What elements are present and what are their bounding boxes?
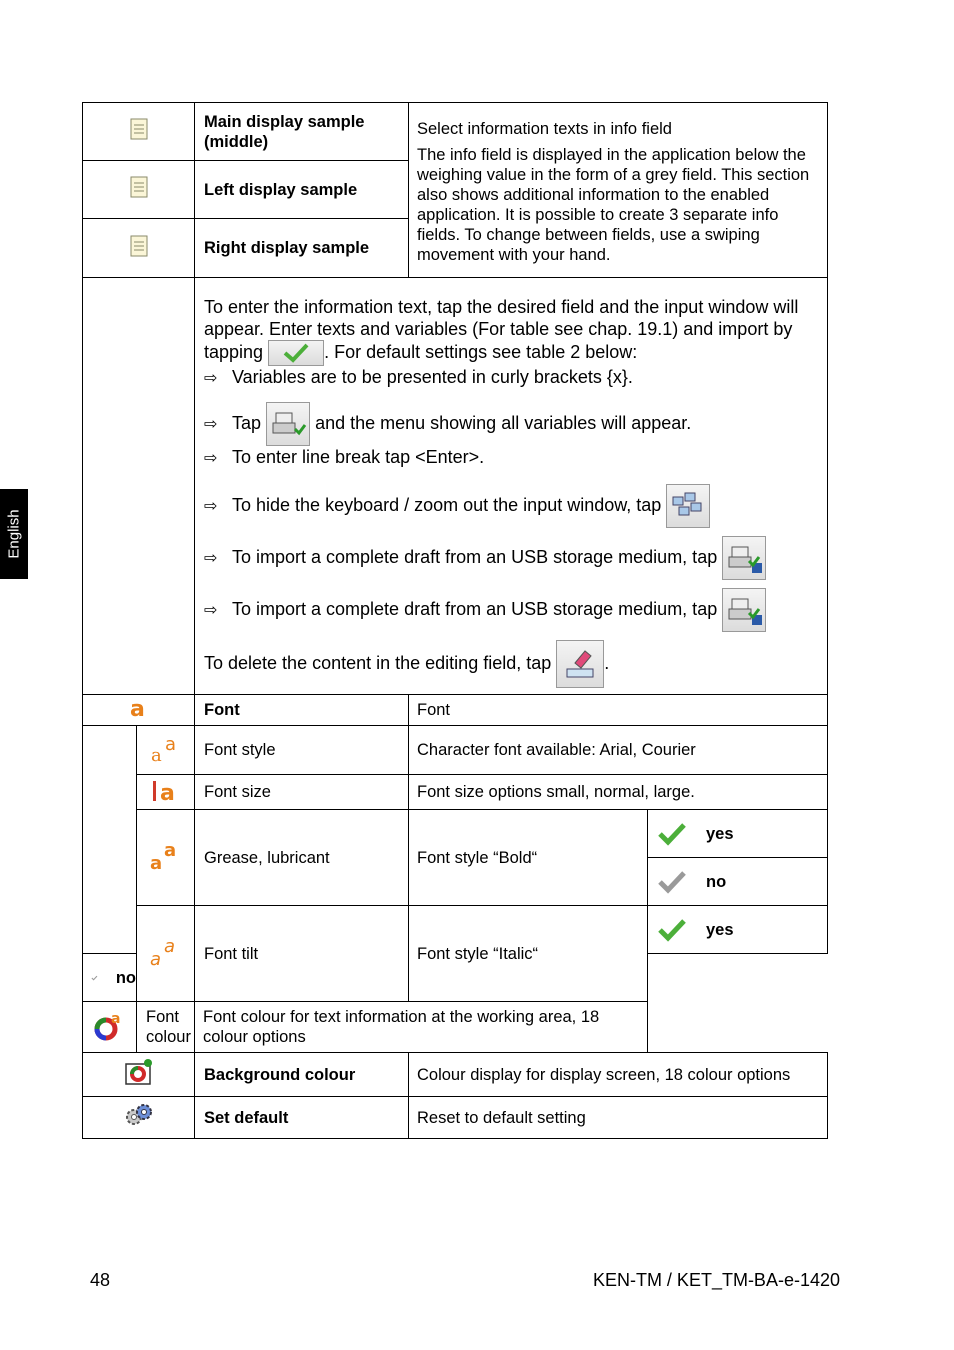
instruction-block — [195, 278, 828, 695]
bullet-tap-pre: Tap — [232, 412, 262, 433]
italic-icon-cell — [137, 906, 195, 1002]
font-icon — [128, 698, 150, 718]
font-size-icon — [151, 777, 181, 803]
italic-no-option[interactable] — [83, 954, 137, 1002]
language-tab: English — [0, 489, 28, 579]
font-colour-desc: Font colour for text information at the working area, 18 colour options — [195, 1002, 648, 1053]
arrow-icon: ⇨ — [204, 601, 218, 619]
arrow-icon: ⇨ — [204, 497, 218, 515]
svg-text:a: a — [110, 1010, 120, 1027]
bold-yes-option[interactable] — [648, 810, 828, 858]
font-size-icon-cell — [137, 775, 195, 810]
usb-import-button[interactable] — [722, 536, 766, 580]
arrow-icon: ⇨ — [204, 415, 218, 433]
yes-label: yes — [706, 824, 734, 843]
bullet-tap-post: and the menu showing all variables will appear. — [315, 412, 692, 433]
no-label: no — [115, 968, 136, 987]
font-style-icon-cell — [137, 726, 195, 775]
intro-text: To enter the information text, tap the desired field and the input window will appear. Enter texts and variables (For table see chap. 19.1) and import by tapping — [204, 297, 799, 362]
bullet-variables: Variables are to be presented in curly brackets {x}. — [232, 367, 633, 387]
svg-text:a: a — [163, 840, 176, 861]
hide-keyboard-button[interactable] — [666, 484, 710, 528]
check-green-icon — [656, 917, 688, 943]
italic-desc: Font style “Italic“ — [409, 906, 648, 1002]
arrow-icon: ⇨ — [204, 370, 218, 387]
page-number: 48 — [90, 1270, 111, 1290]
background-colour-desc: Colour display for display screen, 18 colour options — [409, 1053, 828, 1097]
font-desc: Font — [409, 695, 828, 726]
arrow-icon: ⇨ — [204, 549, 218, 567]
background-colour-label[interactable]: Background colour — [195, 1053, 409, 1097]
document-icon — [130, 235, 148, 257]
svg-text:a: a — [150, 744, 162, 764]
document-icon — [130, 176, 148, 198]
bold-desc: Font style “Bold“ — [409, 810, 648, 906]
font-style-label[interactable]: Font style — [195, 726, 409, 775]
italic-font-icon — [149, 934, 183, 968]
bullet-enter: To enter line break tap <Enter>. — [232, 447, 485, 467]
variables-menu-button[interactable] — [266, 402, 310, 446]
doc-icon-cell — [83, 219, 195, 278]
svg-text:a: a — [163, 936, 175, 957]
font-icon-cell — [83, 695, 195, 726]
info-title: Select information texts in info field — [417, 120, 672, 138]
delete-text-end: . — [604, 652, 610, 673]
keyboard-icon — [667, 485, 709, 527]
delete-text: To delete the content in the editing field, tap — [204, 652, 552, 673]
left-display-sample[interactable]: Left display sample — [195, 161, 409, 219]
document-icon — [130, 118, 148, 140]
info-body: The info field is displayed in the application below the weighing value in the form of a grey field. This section also shows additional information to the enabled application. It is possible to create 3 separate info fields. To change between fields, use a swiping movement with your hand. — [417, 146, 810, 264]
background-colour-icon — [124, 1058, 154, 1086]
document-id: KEN-TM / KET_TM-BA-e-1420 — [592, 1270, 840, 1290]
right-display-sample[interactable]: Right display sample — [195, 219, 409, 278]
info-field-description — [409, 103, 828, 278]
italic-yes-option[interactable] — [648, 906, 828, 954]
empty-cell — [83, 278, 195, 695]
usb-import-button[interactable] — [722, 588, 766, 632]
svg-text:a: a — [149, 853, 162, 872]
main-display-sample[interactable]: Main display sample (middle) — [195, 103, 409, 161]
bold-font-icon — [149, 838, 183, 872]
bullet-hide-keyboard: To hide the keyboard / zoom out the input window, tap — [232, 494, 662, 515]
checkmark-icon — [269, 341, 323, 365]
italic-label[interactable]: Font tilt — [195, 906, 409, 1002]
doc-icon-cell — [83, 103, 195, 161]
font-style-desc: Character font available: Arial, Courier — [409, 726, 828, 775]
no-label: no — [706, 872, 727, 891]
check-green-icon — [656, 821, 688, 847]
font-label[interactable]: Font — [195, 695, 409, 726]
svg-text:a: a — [164, 733, 176, 755]
gears-icon — [124, 1101, 154, 1129]
usb-import-icon — [723, 589, 765, 631]
check-grey-icon — [91, 965, 98, 991]
doc-icon-cell — [83, 161, 195, 219]
colour-wheel-icon — [94, 1009, 126, 1041]
bold-icon-cell — [137, 810, 195, 906]
yes-label: yes — [706, 920, 734, 939]
font-size-desc: Font size options small, normal, large. — [409, 775, 828, 810]
set-default-desc: Reset to default setting — [409, 1097, 828, 1139]
set-default-icon-cell — [83, 1097, 195, 1139]
printer-icon — [267, 403, 309, 445]
svg-text:a: a — [129, 697, 145, 718]
arrow-icon: ⇨ — [204, 450, 218, 467]
check-grey-icon — [656, 869, 688, 895]
font-size-label[interactable]: Font size — [195, 775, 409, 810]
intro-text-2: . For default settings see table 2 below: — [324, 341, 638, 362]
eraser-icon — [557, 641, 603, 687]
set-default-label[interactable]: Set default — [195, 1097, 409, 1139]
clear-field-button[interactable] — [556, 640, 604, 688]
font-style-icon — [150, 732, 182, 764]
bold-label[interactable]: Grease, lubricant — [195, 810, 409, 906]
font-colour-icon-cell — [83, 1002, 137, 1053]
indent-cell — [83, 726, 137, 954]
usb-import-icon — [723, 537, 765, 579]
bullet-import-1: To import a complete draft from an USB storage medium, tap — [232, 546, 718, 567]
settings-table — [82, 102, 828, 1139]
bold-no-option[interactable] — [648, 858, 828, 906]
font-colour-label[interactable]: Font colour — [137, 1002, 195, 1053]
svg-text:a: a — [149, 949, 161, 968]
bullet-import-2: To import a complete draft from an USB storage medium, tap — [232, 598, 718, 619]
svg-text:a: a — [159, 780, 175, 803]
confirm-button[interactable] — [268, 340, 324, 366]
background-icon-cell — [83, 1053, 195, 1097]
